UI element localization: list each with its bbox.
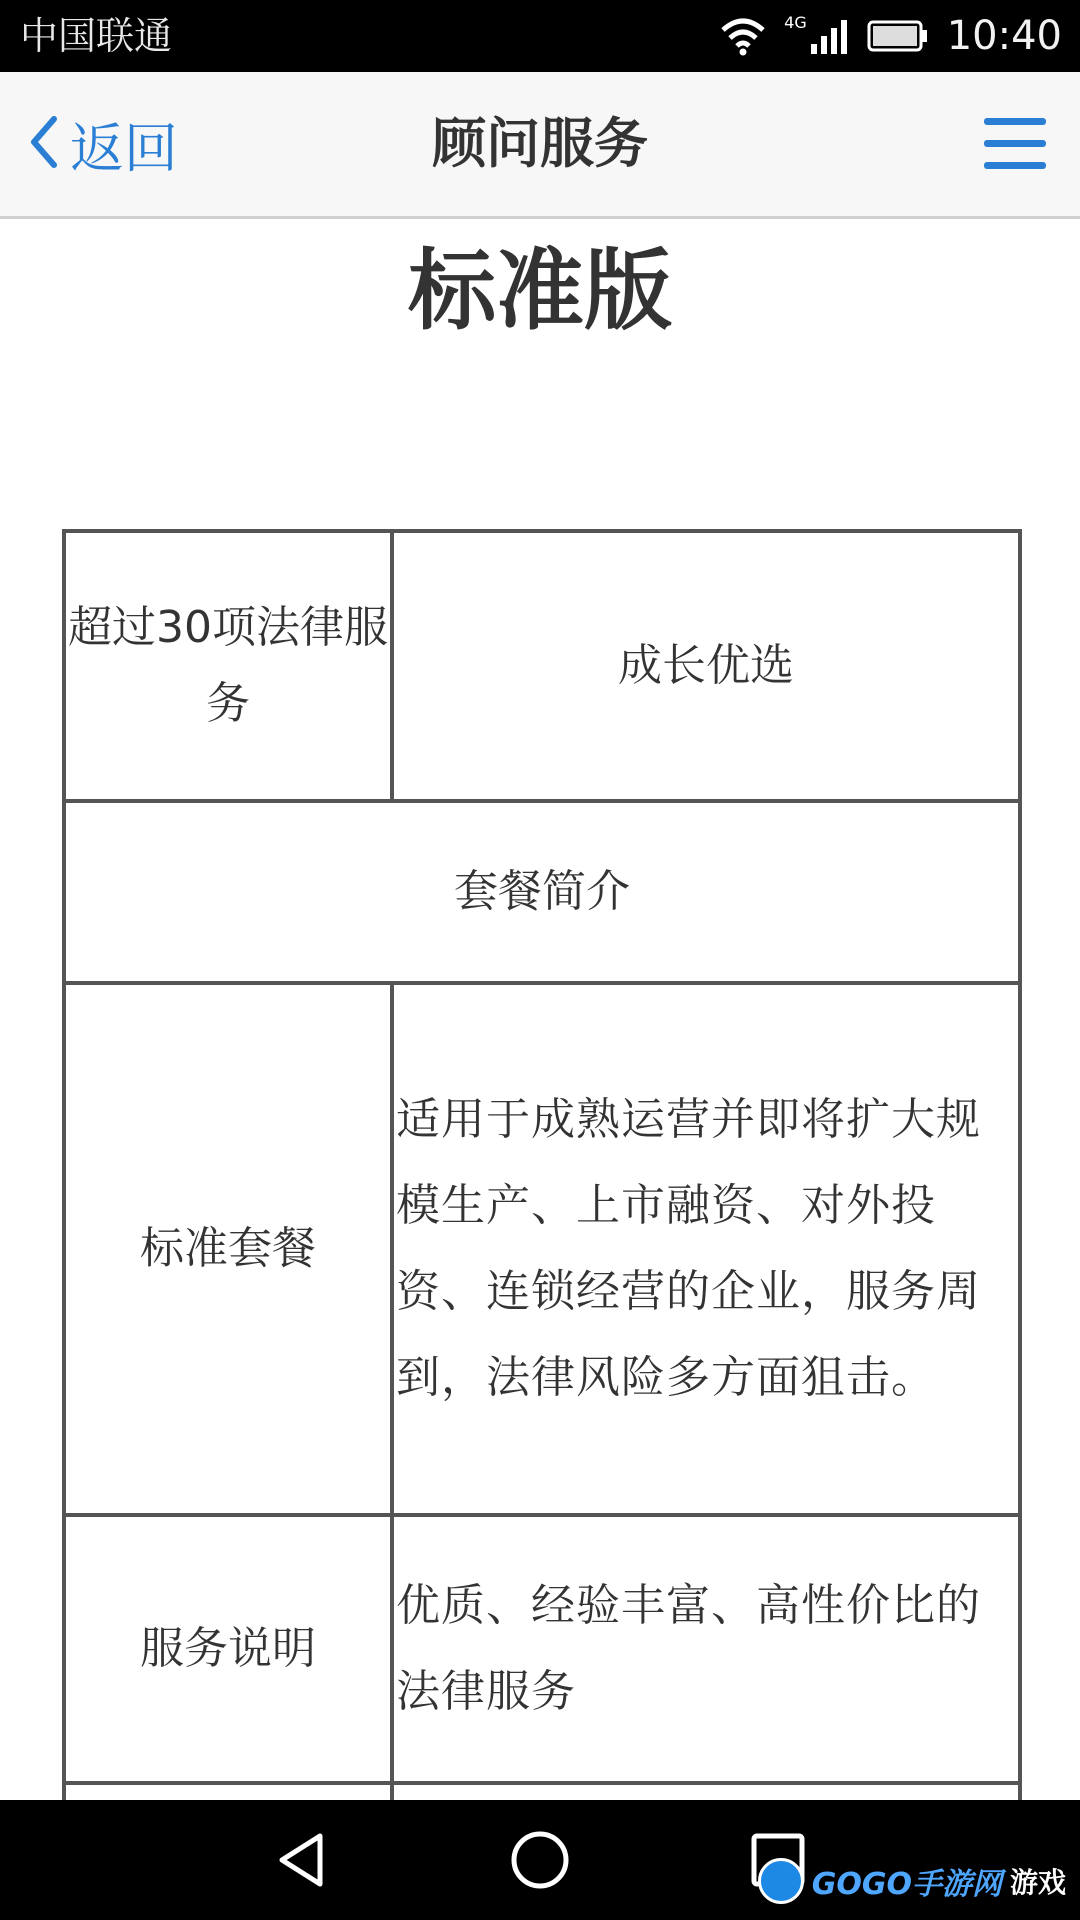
clock: 10:40 bbox=[946, 13, 1062, 59]
nav-home-button[interactable] bbox=[508, 1828, 572, 1892]
package-description-cell: 适用于成熟运营并即将扩大规模生产、上市融资、对外投资、连锁经营的企业，服务周到，法律风险多方面狙击。 bbox=[392, 983, 1020, 1515]
back-label: 返回 bbox=[70, 116, 178, 180]
table-row bbox=[64, 1515, 1020, 1783]
status-icons bbox=[720, 8, 1062, 64]
plan-heading: 标准版 bbox=[407, 239, 672, 342]
service-note-cell: 优质、经验丰富、高性价比的法律服务 bbox=[392, 1515, 1020, 1783]
watermark bbox=[758, 1858, 1066, 1904]
plan-tier-cell: 成长优选 bbox=[392, 531, 1020, 801]
network-type-label: 4G bbox=[784, 12, 807, 32]
triangle-back-icon bbox=[270, 1828, 334, 1892]
watermark-suffix: 游戏 bbox=[1009, 1866, 1066, 1899]
package-name-cell: 标准套餐 bbox=[64, 983, 392, 1515]
wifi-icon bbox=[720, 16, 766, 56]
hamburger-icon bbox=[984, 118, 1046, 125]
watermark-logo-icon bbox=[758, 1858, 804, 1904]
carrier-label: 中国联通 bbox=[20, 14, 173, 58]
nav-back-button[interactable] bbox=[270, 1828, 334, 1892]
circle-home-icon bbox=[508, 1828, 572, 1892]
table-row bbox=[64, 801, 1020, 983]
menu-button[interactable] bbox=[984, 118, 1046, 170]
table-row bbox=[64, 983, 1020, 1515]
cellular-signal-icon bbox=[784, 12, 849, 56]
intro-header-cell: 套餐简介 bbox=[64, 801, 1020, 983]
battery-icon bbox=[867, 19, 929, 53]
app-header bbox=[0, 72, 1080, 219]
table-row bbox=[64, 531, 1020, 801]
page-title: 顾问服务 bbox=[432, 112, 648, 175]
watermark-brand: GOGO手游网 bbox=[811, 1867, 1002, 1902]
service-note-label-cell: 服务说明 bbox=[64, 1515, 392, 1783]
service-count-cell: 超过30项法律服务 bbox=[64, 531, 392, 801]
plan-table bbox=[62, 529, 1022, 1825]
status-bar bbox=[0, 0, 1080, 72]
